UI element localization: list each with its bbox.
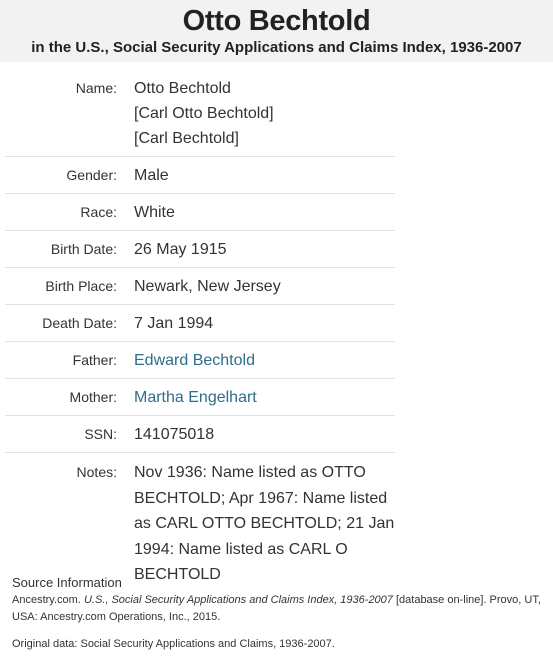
ssn-value: 141075018	[134, 426, 215, 443]
row-race	[5, 194, 395, 231]
notes-label: Notes:	[76, 464, 117, 480]
father-value	[134, 348, 395, 373]
record-header	[0, 0, 553, 62]
name-primary: Otto Bechtold	[134, 80, 231, 97]
row-birth-date	[5, 231, 395, 268]
death-date-value: 7 Jan 1994	[134, 315, 214, 332]
notes-value: Nov 1936: Name listed as OTTO BECHTOLD; Apr 1967: Name listed as CARL OTTO BECHTOLD; 21 Jan 1994: Name listed as CARL O BECHTOLD	[134, 464, 395, 583]
citation-prefix: Ancestry.com.	[12, 594, 84, 606]
row-name	[5, 74, 395, 157]
birth-date-value: 26 May 1915	[134, 241, 227, 258]
death-date-label: Death Date:	[42, 315, 117, 331]
row-gender	[5, 157, 395, 194]
row-death-date	[5, 305, 395, 342]
father-link[interactable]: Edward Bechtold	[134, 352, 255, 369]
mother-link[interactable]: Martha Engelhart	[134, 389, 257, 406]
birth-place-label: Birth Place:	[45, 278, 117, 294]
source-information	[12, 574, 547, 652]
row-birth-place	[5, 268, 395, 305]
birth-date-label: Birth Date:	[50, 241, 117, 257]
name-alias-2: [Carl Bechtold]	[134, 130, 239, 147]
citation-suffix: [database on-line]. Provo, UT, USA: Ancestry.com Operations, Inc., 2015.	[12, 594, 541, 623]
name-label: Name:	[75, 80, 117, 96]
gender-label: Gender:	[66, 167, 117, 183]
mother-label: Mother:	[69, 389, 117, 405]
collection-subtitle: in the U.S., Social Security Applications and Claims Index, 1936-2007	[31, 39, 522, 56]
father-label: Father:	[72, 352, 117, 368]
source-citation	[12, 592, 547, 626]
row-mother	[5, 379, 395, 416]
name-value	[134, 76, 395, 151]
birth-place-value: Newark, New Jersey	[134, 278, 281, 295]
page-title: Otto Bechtold	[182, 5, 371, 37]
gender-value: Male	[134, 167, 169, 184]
source-title: Source Information	[12, 575, 122, 590]
ssn-label: SSN:	[84, 426, 117, 442]
row-notes	[5, 453, 395, 593]
row-ssn	[5, 416, 395, 453]
record-table	[5, 74, 395, 593]
row-father	[5, 342, 395, 379]
original-data: Original data: Social Security Applications and Claims, 1936-2007.	[12, 638, 335, 650]
race-label: Race:	[80, 204, 117, 220]
name-alias-1: [Carl Otto Bechtold]	[134, 105, 274, 122]
citation-collection: U.S., Social Security Applications and Claims Index, 1936-2007	[83, 594, 393, 606]
race-value: White	[134, 204, 175, 221]
mother-value	[134, 385, 395, 410]
